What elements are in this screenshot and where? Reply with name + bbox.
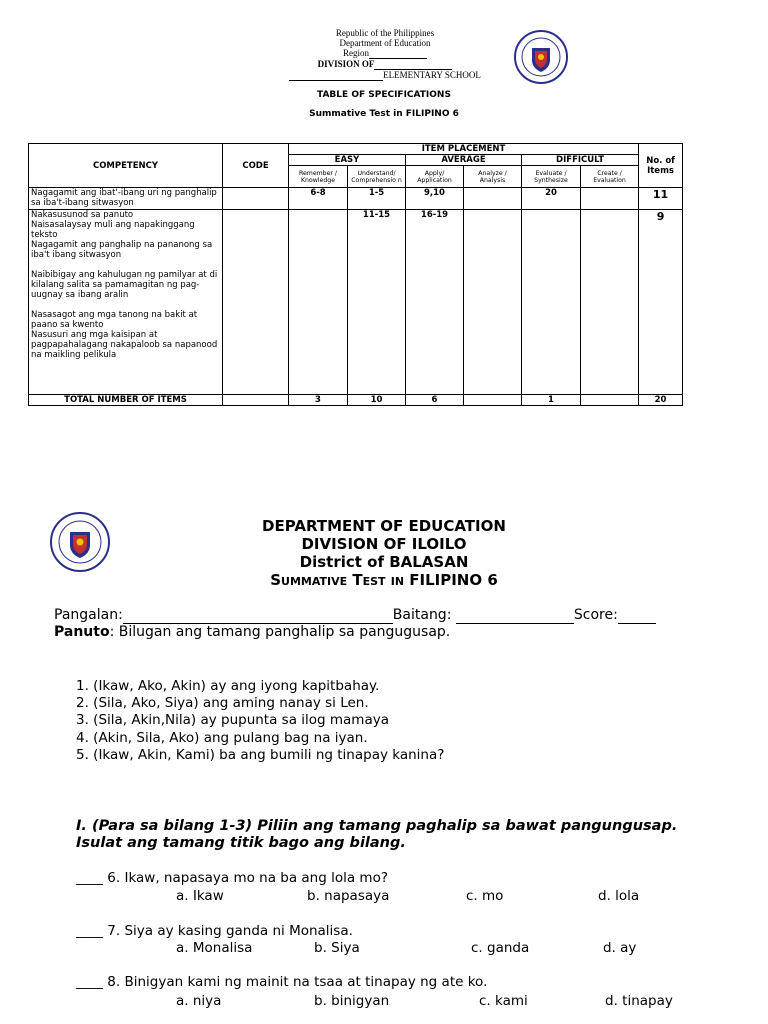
list-item: 1. (Ikaw, Ako, Akin) ay ang iyong kapitbahay. [76,678,380,694]
placement-cell: 16-19 [406,210,464,395]
placement-cell [464,188,522,210]
easy-header: EASY [289,155,406,166]
list-item: 2. (Sila, Ako, Siya) ang aming nanay si Len. [76,695,369,712]
district-title: District of BALASAN [299,553,469,571]
placement-cell: 1-5 [348,188,406,210]
option: d. lola [598,888,640,904]
question-stem: ____ 8. Binigyan kami ng mainit na tsaa at tinapay ng ate ko. [76,974,488,990]
tos-title: TABLE OF SPECIFICATIONS [317,90,451,100]
competency-cell: Nagagamit ang ibat'-ibang uri ng panghalip sa iba't-ibang sitwasyon [29,188,223,210]
option: d. tinapay [605,993,673,1009]
baitang-field[interactable] [456,607,574,624]
level-create: Create / Evaluation [581,166,639,188]
total-label: TOTAL NUMBER OF ITEMS [29,394,223,405]
panuto-label: Panuto [54,624,110,640]
option: b. binigyan [314,993,390,1009]
no-items-header: No. of Items [639,144,683,188]
total-cell: 1 [522,394,581,405]
total-cell [581,394,639,405]
option: c. mo [466,888,504,904]
placement-cell: 11-15 [348,210,406,395]
total-cell [464,394,522,405]
score-field[interactable] [618,607,656,624]
placement-cell [289,210,348,395]
test-header [0,517,768,589]
tos-table [28,143,683,406]
option: b. Siya [314,940,360,956]
division-title: DIVISION OF ILOILO [301,535,467,553]
placement-cell [522,210,581,395]
test-title: Summative Test in FILIPINO 6 [270,571,498,589]
total-cell: 3 [289,394,348,405]
option: a. Monalisa [176,940,253,956]
panuto-text: : Bilugan ang tamang panghalip sa pangugusap. [109,624,451,640]
total-cell: 6 [406,394,464,405]
table-row [29,210,683,395]
difficult-header: DIFFICULT [522,155,639,166]
level-analyze: Analyze / Analysis [464,166,522,188]
code-cell [223,210,289,395]
student-info-line [54,607,656,624]
list-item: 4. (Akin, Sila, Ako) ang pulang bag na iyan. [76,729,368,746]
list-item: 5. (Ikaw, Akin, Kami) ba ang bumili ng tinapay kanina? [76,746,445,763]
option: c. ganda [471,940,530,956]
section2-line1: I. (Para sa bilang 1-3) Piliin ang tamang paghalip sa bawat pangungusap. [76,818,678,834]
competency-header: COMPETENCY [29,144,223,188]
tos-subtitle: Summative Test in FILIPINO 6 [309,109,459,119]
option: a. Ikaw [176,888,224,904]
level-understand: Understand/ Comprehensio n [348,166,406,188]
pangalan-field[interactable] [123,607,393,624]
average-header: AVERAGE [406,155,522,166]
placement-cell: 9,10 [406,188,464,210]
deped-seal-icon [514,30,568,84]
list-item: 3. (Sila, Akin,Nila) ay pupunta sa ilog mamaya [76,712,389,729]
baitang-label: Baitang: [392,607,452,623]
items-cell: 11 [639,188,683,210]
placement-cell [581,210,639,395]
option: b. napasaya [307,888,390,904]
division-line: DIVISION OF [280,59,490,70]
level-apply: Apply/ Application [406,166,464,188]
total-row [29,394,683,405]
code-cell [223,188,289,210]
items-cell: 9 [639,210,683,395]
part1-list [76,678,444,764]
pangalan-label: Pangalan: [54,607,123,623]
question-stem: ____ 7. Siya ay kasing ganda ni Monalisa. [76,923,353,939]
region-line: Region [280,48,490,59]
option: c. kami [479,993,528,1009]
question-stem: ____ 6. Ikaw, napasaya mo na ba ang lola mo? [76,870,388,886]
option: d. ay [603,940,637,956]
table-row [29,188,683,210]
total-cell: 10 [348,394,406,405]
school-line: ELEMENTARY SCHOOL [280,70,490,81]
placement-cell [464,210,522,395]
level-remember: Remember / Knowledge [289,166,348,188]
code-header: CODE [223,144,289,188]
republic-line: Republic of the Philippines [335,28,435,38]
total-items-cell: 20 [639,394,683,405]
score-label: Score: [573,607,618,623]
item-placement-header: ITEM PLACEMENT [289,144,639,155]
placement-cell [581,188,639,210]
code-cell [223,394,289,405]
section2-line2: Isulat ang tamang titik bago ang bilang. [76,835,406,851]
competency-cell: Nakasusunod sa panuto Naisasalaysay muli ang napakinggang teksto Nagagamit ang panghalip na pananong sa iba't ibang sitwasyon Naibibigay ang kahulugan ng pamilyar at di kilalang salita sa pamamagitan ng pag-uugnay sa ibang aralin Nasasagot ang mga tanong na bakit at paano sa kwento Nasusuri ang mga kaisipan at pagpapahalagang nakapaloob sa napanood na maikling pelikula [29,210,223,395]
deped-line: Department of Education [339,38,431,48]
placement-cell: 6-8 [289,188,348,210]
section2-instructions [76,818,677,852]
instructions [54,624,450,640]
dept-title: DEPARTMENT OF EDUCATION [262,517,506,535]
option: a. niya [176,993,222,1009]
document-header [280,28,490,81]
placement-cell: 20 [522,188,581,210]
level-evaluate: Evaluate / Synthesize [522,166,581,188]
